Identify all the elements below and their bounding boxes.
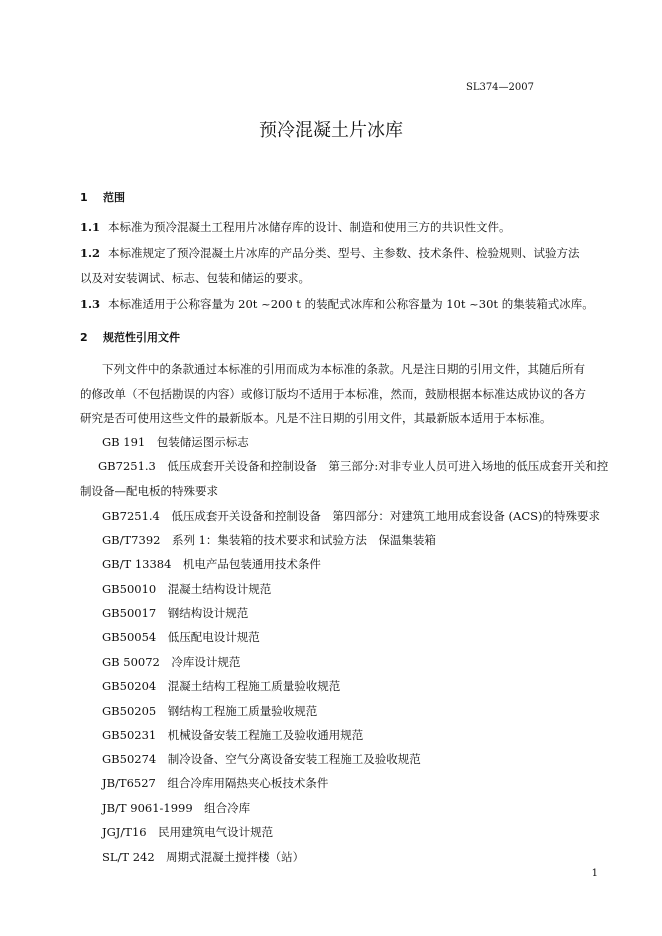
- reference-item: GB50274 制冷设备、空气分离设备安装工程施工及验收规范: [102, 752, 421, 766]
- reference-item: GB50231 机械设备安装工程施工及验收通用规范: [102, 728, 364, 742]
- section-title: 范围: [103, 191, 125, 204]
- clause-1-2-continuation: 以及对安装调试、标志、包装和储运的要求。: [80, 271, 310, 285]
- clause-number: 1.1: [80, 220, 101, 234]
- clause-1-1: [80, 220, 511, 234]
- reference-item: GB50010 混凝土结构设计规范: [102, 582, 272, 596]
- reference-item-continuation: 制设备—配电板的特殊要求: [80, 484, 218, 498]
- clause-1-2: [80, 246, 580, 260]
- reference-item: JB/T6527 组合冷库用隔热夹心板技术条件: [102, 776, 329, 790]
- intro-line: 的修改单（不包括勘误的内容）或修订版均不适用于本标准，然而，鼓励根据本标准达成协议的各方: [80, 387, 586, 401]
- page-number: 1: [591, 868, 598, 879]
- clause-text: 本标准为预冷混凝土工程用片冰储存库的设计、制造和使用三方的共识性文件。: [108, 220, 511, 234]
- clause-text: 本标准规定了预冷混凝土片冰库的产品分类、型号、主参数、技术条件、检验规则、试验方法: [108, 246, 580, 260]
- section-number: 2: [80, 331, 88, 344]
- reference-item: GB 50072 冷库设计规范: [102, 655, 241, 669]
- reference-item: GB50204 混凝土结构工程施工质量验收规范: [102, 679, 341, 693]
- reference-item: GB50205 钢结构工程施工质量验收规范: [102, 704, 318, 718]
- section-number: 1: [80, 191, 88, 204]
- reference-item: JGJ/T16 民用建筑电气设计规范: [102, 825, 274, 839]
- reference-item: GB50054 低压配电设计规范: [102, 630, 260, 644]
- section-2-heading: [80, 331, 180, 345]
- reference-item: JB/T 9061-1999 组合冷库: [102, 801, 251, 815]
- intro-line: 下列文件中的条款通过本标准的引用而成为本标准的条款。凡是注日期的引用文件，其随后所有: [102, 362, 585, 376]
- section-1-heading: [80, 191, 125, 205]
- intro-line: 研究是否可使用这些文件的最新版本。凡是不注日期的引用文件，其最新版本适用于本标准。: [80, 411, 552, 425]
- clause-number: 1.3: [80, 297, 101, 311]
- clause-text: 本标准适用于公称容量为 20t ~200 t 的装配式冰库和公称容量为 10t ~30t 的集装箱式冰库。: [108, 297, 594, 311]
- reference-item: GB 191 包装储运图示标志: [102, 435, 249, 449]
- reference-item: GB/T7392 系列 1：集装箱的技术要求和试验方法 保温集装箱: [102, 533, 436, 547]
- clause-number: 1.2: [80, 246, 101, 260]
- clause-1-3: [80, 297, 594, 311]
- document-code: SL374—2007: [465, 82, 534, 93]
- section-title: 规范性引用文件: [103, 331, 180, 344]
- reference-item: GB/T 13384 机电产品包装通用技术条件: [102, 557, 321, 571]
- reference-item: SL/T 242 周期式混凝土搅拌楼（站）: [102, 850, 305, 864]
- reference-item: GB7251.4 低压成套开关设备和控制设备 第四部分：对建筑工地用成套设备 (ACS)的特殊要求: [102, 509, 600, 523]
- reference-item: GB7251.3 低压成套开关设备和控制设备 第三部分:对非专业人员可进入场地的低压成套开关和控: [98, 459, 609, 473]
- reference-item: GB50017 钢结构设计规范: [102, 606, 249, 620]
- page-title: 预冷混凝土片冰库: [259, 120, 403, 141]
